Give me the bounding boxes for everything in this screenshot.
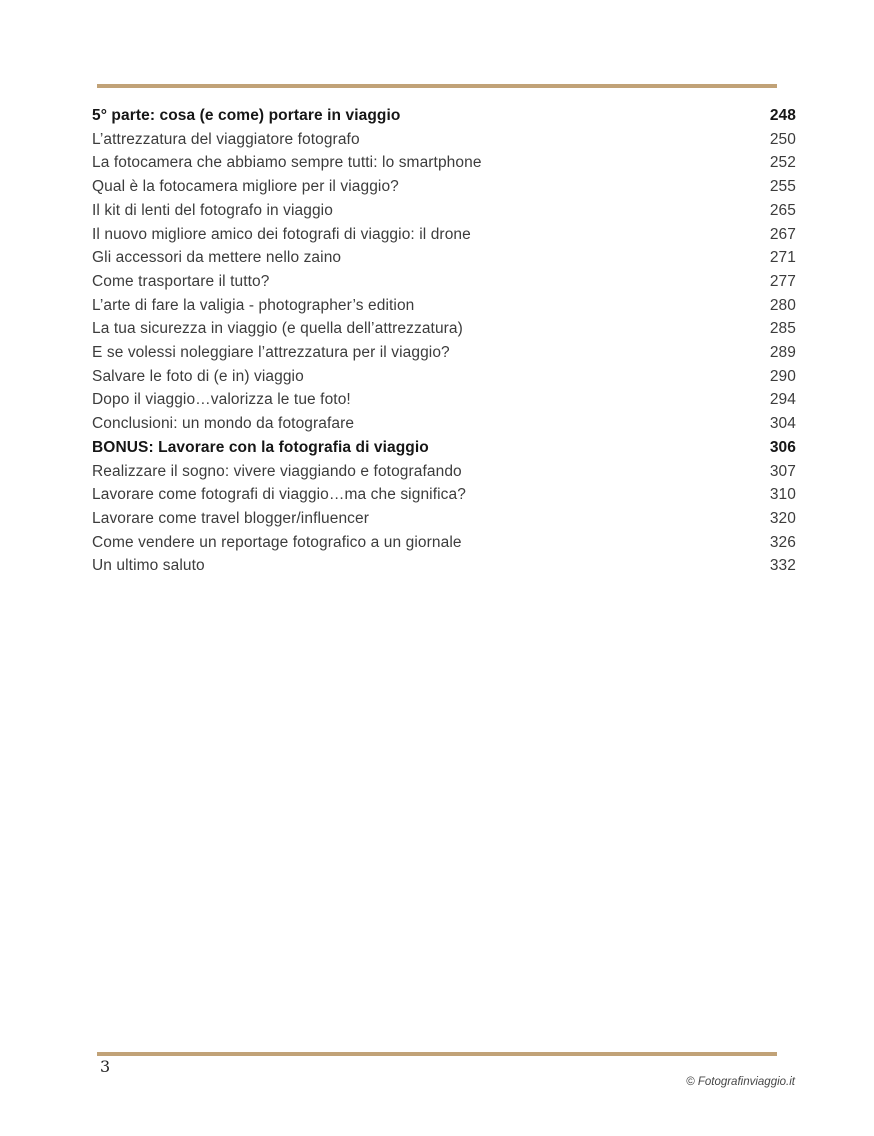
toc-row[interactable] (92, 104, 796, 128)
toc-row[interactable] (92, 365, 796, 389)
toc-entry-label[interactable]: E se volessi noleggiare l’attrezzatura per il viaggio? (92, 344, 450, 362)
toc-row[interactable] (92, 175, 796, 199)
top-divider (97, 84, 777, 88)
toc-entry-label[interactable]: Dopo il viaggio…valorizza le tue foto! (92, 391, 351, 409)
toc-entry-page: 285 (769, 320, 796, 338)
toc-list (92, 104, 796, 578)
toc-entry-page: 289 (769, 344, 796, 362)
toc-row[interactable] (92, 483, 796, 507)
toc-row[interactable] (92, 341, 796, 365)
toc-entry-label[interactable]: Qual è la fotocamera migliore per il viaggio? (92, 178, 399, 196)
toc-entry-page: 304 (769, 415, 796, 433)
toc-row[interactable] (92, 412, 796, 436)
toc-row[interactable] (92, 531, 796, 555)
toc-row[interactable] (92, 151, 796, 175)
toc-entry-label[interactable]: Lavorare come fotografi di viaggio…ma che significa? (92, 486, 466, 504)
toc-entry-page: 252 (769, 154, 796, 172)
toc-entry-label[interactable]: Salvare le foto di (e in) viaggio (92, 367, 304, 385)
toc-entry-label[interactable]: Come trasportare il tutto? (92, 272, 270, 290)
toc-row[interactable] (92, 436, 796, 460)
toc-entry-page: 307 (769, 462, 796, 480)
toc-entry-page: 294 (769, 391, 796, 409)
toc-entry-page: 267 (769, 225, 796, 243)
toc-entry-page: 320 (769, 509, 796, 527)
toc-entry-label[interactable]: Lavorare come travel blogger/influencer (92, 509, 370, 527)
toc-entry-label[interactable]: 5° parte: cosa (e come) portare in viaggio (92, 107, 401, 124)
toc-entry-page: 280 (769, 296, 796, 314)
toc-entry-page: 306 (769, 438, 796, 456)
toc-row[interactable] (92, 199, 796, 223)
toc-entry-page: 250 (769, 130, 796, 148)
toc-row[interactable] (92, 507, 796, 531)
footer-copyright: © Fotografinviaggio.it (686, 1076, 795, 1088)
toc-row[interactable] (92, 388, 796, 412)
toc-row[interactable] (92, 294, 796, 318)
toc-entry-page: 310 (769, 486, 796, 504)
toc-entry-page: 290 (769, 367, 796, 385)
footer-divider (97, 1052, 777, 1056)
toc-entry-label[interactable]: Realizzare il sogno: vivere viaggiando e fotografando (92, 462, 462, 480)
toc-entry-page: 326 (769, 533, 796, 551)
footer-page-number: 3 (100, 1057, 111, 1076)
toc-row[interactable] (92, 554, 796, 578)
toc-entry-label[interactable]: L’arte di fare la valigia - photographer’s edition (92, 296, 415, 314)
toc-row[interactable] (92, 317, 796, 341)
toc-entry-page: 332 (769, 557, 796, 575)
toc-row[interactable] (92, 128, 796, 152)
toc-entry-label[interactable]: Il nuovo migliore amico dei fotografi di viaggio: il drone (92, 225, 471, 243)
toc-entry-label[interactable]: Conclusioni: un mondo da fotografare (92, 415, 355, 433)
toc-entry-label[interactable]: Il kit di lenti del fotografo in viaggio (92, 201, 333, 219)
toc-entry-label[interactable]: La tua sicurezza in viaggio (e quella dell’attrezzatura) (92, 320, 463, 338)
toc-entry-page: 248 (769, 107, 796, 124)
toc-row[interactable] (92, 460, 796, 484)
toc-entry-label[interactable]: La fotocamera che abbiamo sempre tutti: lo smartphone (92, 154, 482, 172)
toc-entry-label[interactable]: BONUS: Lavorare con la fotografia di viaggio (92, 438, 429, 456)
toc-row[interactable] (92, 270, 796, 294)
toc-entry-page: 255 (769, 178, 796, 196)
toc-entry-page: 277 (769, 272, 796, 290)
toc-row[interactable] (92, 246, 796, 270)
toc-entry-label[interactable]: L’attrezzatura del viaggiatore fotografo (92, 130, 360, 148)
toc-entry-label[interactable]: Gli accessori da mettere nello zaino (92, 249, 342, 267)
toc-entry-label[interactable]: Un ultimo saluto (92, 557, 205, 575)
toc-entry-page: 265 (769, 201, 796, 219)
toc-entry-label[interactable]: Come vendere un reportage fotografico a un giornale (92, 533, 462, 551)
toc-row[interactable] (92, 223, 796, 247)
toc-entry-page: 271 (769, 249, 796, 267)
